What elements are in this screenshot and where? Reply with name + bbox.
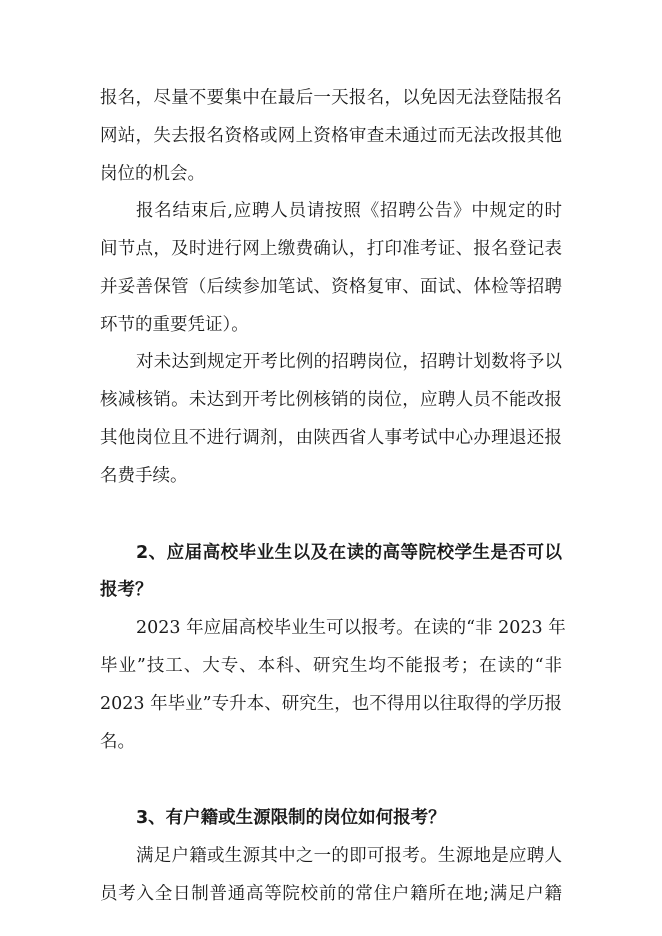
para3-line2: 核减核销。未达到开考比例核销的岗位，应聘人员不能改报 — [100, 390, 562, 410]
section2-body-line2: 毕业”技工、大专、本科、研究生均不能报考；在读的“非 — [100, 656, 562, 676]
para1-line1: 报名，尽量不要集中在最后一天报名，以免因无法登陆报名 — [100, 88, 562, 108]
section3-heading: 3、有户籍或生源限制的岗位如何报考？ — [136, 808, 446, 828]
section2-heading-line1: 2、应届高校毕业生以及在读的高等院校学生是否可以 — [136, 543, 562, 563]
para2-line1: 报名结束后,应聘人员请按照《招聘公告》中规定的时 — [136, 201, 562, 221]
section3-body-line1: 满足户籍或生源其中之一的即可报考。生源地是应聘人 — [136, 846, 562, 866]
para3-line1: 对未达到规定开考比例的招聘岗位，招聘计划数将予以 — [136, 352, 562, 372]
para2-line4: 环节的重要凭证）。 — [100, 315, 249, 335]
para1-line3: 岗位的机会。 — [100, 164, 205, 184]
section2-heading-line2: 报考？ — [100, 580, 153, 600]
para1-line2: 网站，失去报名资格或网上资格审查未通过而无法改报其他 — [100, 126, 562, 146]
para2-line2: 间节点，及时进行网上缴费确认，打印准考证、报名登记表 — [100, 239, 562, 259]
para3-line3: 其他岗位且不进行调剂，由陕西省人事考试中心办理退还报 — [100, 428, 562, 448]
section2-body-line3: 2023 年毕业”专升本、研究生，也不得用以往取得的学历报 — [100, 694, 562, 714]
section2-body-line1: 2023 年应届高校毕业生可以报考。在读的“非 2023 年 — [136, 618, 566, 638]
para2-line3: 并妥善保管（后续参加笔试、资格复审、面试、体检等招聘 — [100, 277, 562, 297]
para3-line4: 名费手续。 — [100, 466, 188, 486]
section3-body-line2: 员考入全日制普通高等院校前的常住户籍所在地;满足户籍 — [100, 884, 562, 904]
section2-body-line4: 名。 — [100, 732, 135, 752]
